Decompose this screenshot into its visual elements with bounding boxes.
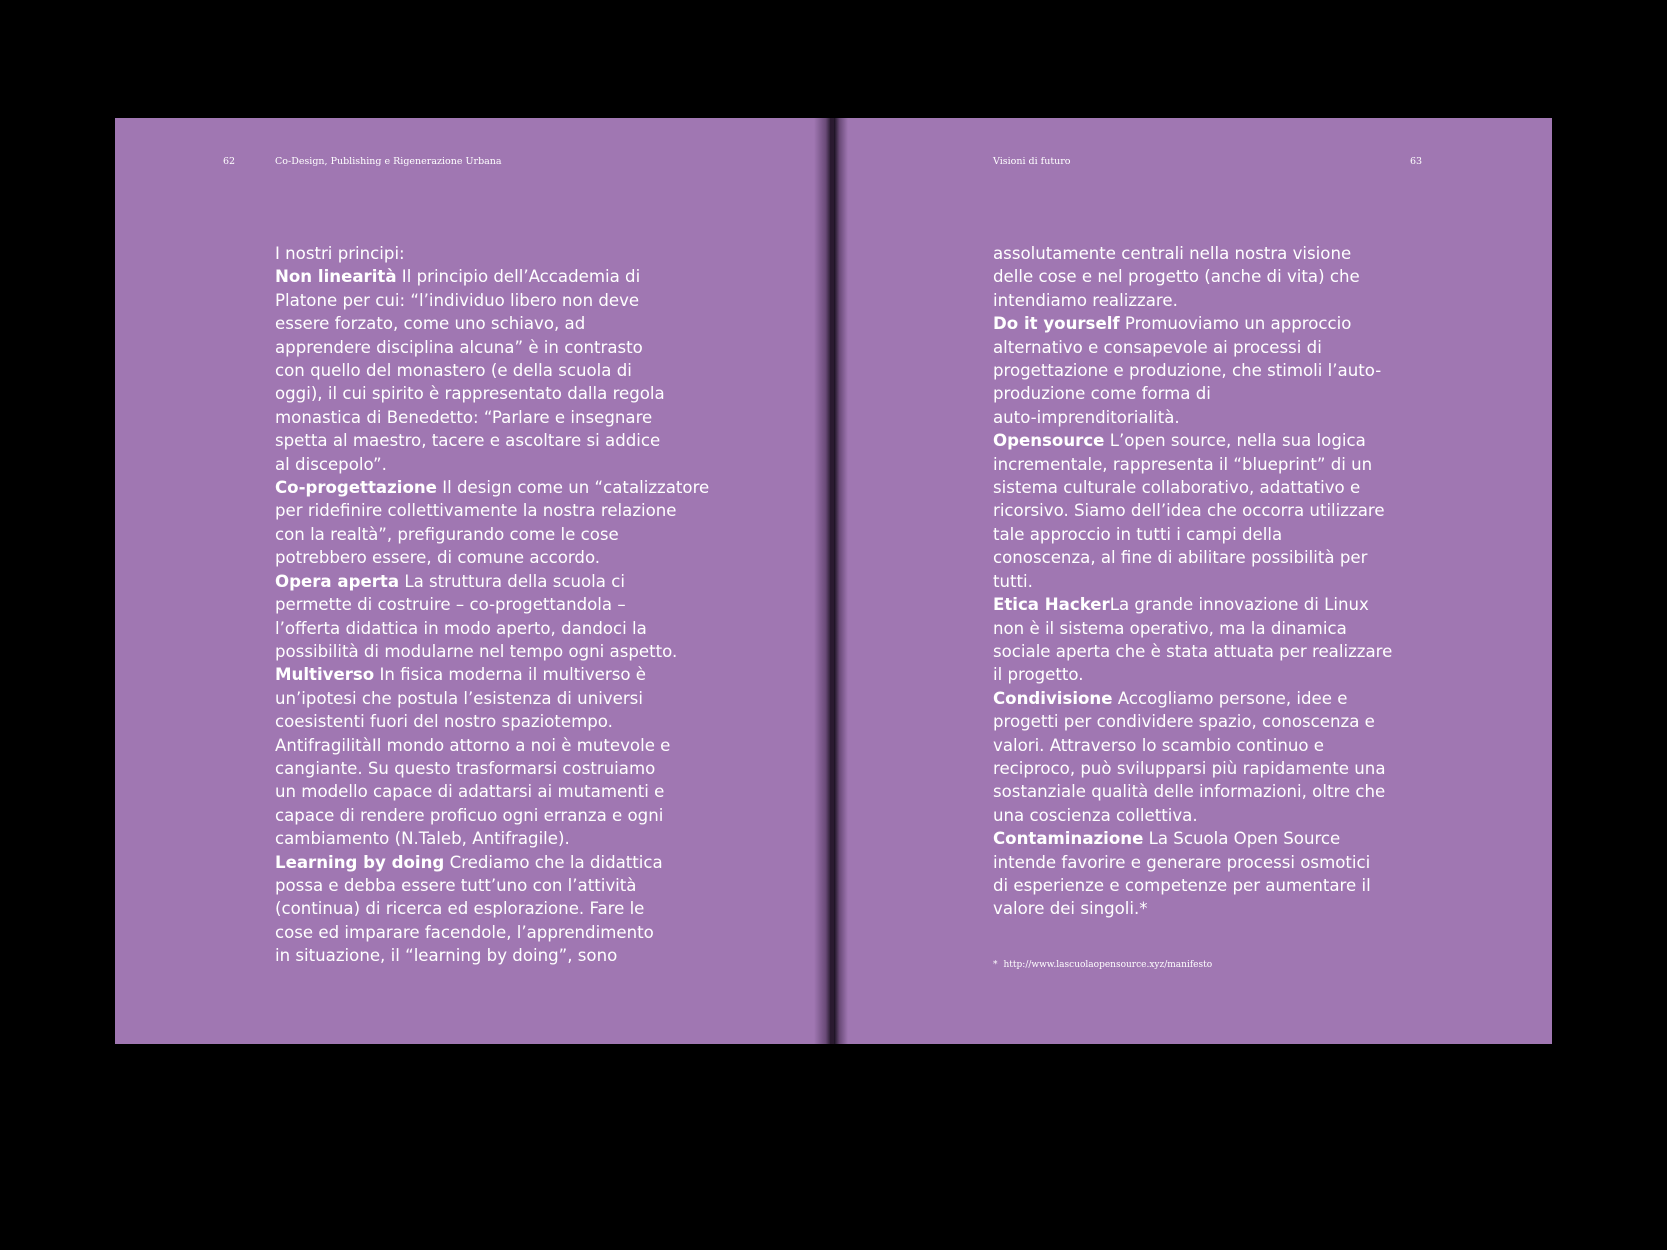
line-text: per ridefinire collettivamente la nostra relazione [275, 501, 677, 521]
text-line [275, 710, 709, 733]
line-text: con quello del monastero (e della scuola di [275, 361, 632, 381]
line-text: Crediamo che la didattica [444, 852, 663, 872]
running-title: Co-Design, Publishing e Rigenerazione Urbana [275, 156, 502, 167]
line-text: alternativo e consapevole ai processi di [993, 337, 1322, 357]
footnote [993, 960, 1212, 970]
text-line [275, 663, 709, 686]
text-line [275, 687, 709, 710]
running-title: Visioni di futuro [993, 156, 1071, 167]
text-line [993, 289, 1392, 312]
principle-heading: Co-progettazione [275, 478, 437, 498]
right-page [834, 118, 1552, 1044]
text-line [275, 780, 709, 803]
line-text: La struttura della scuola ci [399, 571, 625, 591]
line-text: cose ed imparare facendole, l’apprendimento [275, 922, 654, 942]
principle-heading: Multiverso [275, 665, 375, 685]
text-line [993, 897, 1392, 920]
line-text: reciproco, può svilupparsi più rapidamente una [993, 758, 1386, 778]
line-text: monastica di Benedetto: “Parlare e insegnare [275, 407, 653, 427]
line-text: incrementale, rappresenta il “blueprint” di un [993, 454, 1373, 474]
line-text: AntifragilitàIl mondo attorno a noi è mutevole e [275, 735, 671, 755]
text-line [993, 453, 1392, 476]
text-line [275, 874, 709, 897]
text-line [993, 827, 1392, 850]
text-line [993, 242, 1392, 265]
line-text: produzione come forma di [993, 384, 1211, 404]
text-line [993, 757, 1392, 780]
line-text: auto-imprenditorialità. [993, 407, 1180, 427]
text-line [993, 265, 1392, 288]
line-text: Platone per cui: “l’individuo libero non deve [275, 290, 640, 310]
line-text: possa e debba essere tutt’uno con l’attività [275, 875, 637, 895]
text-line [275, 804, 709, 827]
line-text: intende favorire e generare processi osmotici [993, 852, 1371, 872]
text-line [993, 359, 1392, 382]
text-line [993, 499, 1392, 522]
line-text: di esperienze e competenze per aumentare il [993, 875, 1371, 895]
line-text: I nostri principi: [275, 244, 405, 263]
text-line [993, 663, 1392, 686]
line-text: Promuoviamo un approccio [1119, 314, 1352, 334]
text-line [993, 476, 1392, 499]
page-number: 62 [223, 156, 236, 167]
line-text: apprendere disciplina alcuna” è in contrasto [275, 337, 643, 357]
principle-heading: Non linearità [275, 267, 397, 287]
line-text: un modello capace di adattarsi ai mutamenti e [275, 782, 665, 802]
text-line [275, 921, 709, 944]
principle-heading: Condivisione [993, 688, 1113, 708]
line-text: cambiamento (N.Taleb, Antifragile). [275, 829, 570, 849]
line-text: sociale aperta che è stata attuata per realizzare [993, 641, 1393, 661]
text-line [993, 593, 1392, 616]
line-text: La grande innovazione di Linux [1109, 595, 1369, 615]
text-line [993, 804, 1392, 827]
principle-heading: Learning by doing [275, 852, 445, 872]
text-line [275, 851, 709, 874]
line-text: tutti. [993, 571, 1033, 591]
footnote-url: http://www.lascuolaopensource.xyz/manifesto [1003, 960, 1213, 970]
line-text: L’open source, nella sua logica [1104, 431, 1366, 451]
line-text: progetti per condividere spazio, conoscenza e [993, 712, 1375, 732]
principle-heading: Opensource [993, 431, 1105, 451]
text-line [993, 312, 1392, 335]
line-text: Il design come un “catalizzatore [436, 478, 710, 498]
line-text: permette di costruire – co-progettandola – [275, 595, 626, 615]
line-text: intendiamo realizzare. [993, 290, 1178, 310]
line-text: possibilità di modularne nel tempo ogni aspetto. [275, 641, 678, 661]
line-text: spetta al maestro, tacere e ascoltare si addice [275, 431, 661, 451]
text-line [993, 851, 1392, 874]
body-text [993, 242, 1392, 921]
page-number: 63 [1410, 156, 1423, 167]
text-line [993, 406, 1392, 429]
footnote-mark: * [993, 960, 998, 970]
line-text: coesistenti fuori del nostro spaziotempo. [275, 712, 613, 732]
text-line [275, 312, 709, 335]
line-text: non è il sistema operativo, ma la dinamica [993, 618, 1347, 638]
line-text: valore dei singoli.* [993, 899, 1148, 919]
text-line [275, 336, 709, 359]
text-line [275, 734, 709, 757]
line-text: sistema culturale collaborativo, adattativo e [993, 478, 1361, 498]
text-line [275, 265, 709, 288]
line-text: ricorsivo. Siamo dell’idea che occorra utilizzare [993, 501, 1385, 521]
text-line [275, 499, 709, 522]
text-line [993, 710, 1392, 733]
line-text: capace di rendere proficuo ogni erranza e ogni [275, 805, 664, 825]
text-line [275, 757, 709, 780]
text-line [993, 523, 1392, 546]
line-text: una coscienza collettiva. [993, 805, 1198, 825]
line-text: (continua) di ricerca ed esplorazione. Fare le [275, 899, 645, 919]
text-line [993, 382, 1392, 405]
line-text: l’offerta didattica in modo aperto, dandoci la [275, 618, 647, 638]
text-line [275, 242, 709, 265]
text-line [275, 617, 709, 640]
text-line [275, 546, 709, 569]
text-line [275, 429, 709, 452]
principle-heading: Contaminazione [993, 829, 1144, 849]
text-line [993, 336, 1392, 359]
text-line [275, 570, 709, 593]
text-line [275, 476, 709, 499]
line-text: delle cose e nel progetto (anche di vita) che [993, 267, 1360, 287]
text-line [275, 827, 709, 850]
line-text: in situazione, il “learning by doing”, sono [275, 946, 618, 966]
text-line [993, 640, 1392, 663]
text-line [275, 944, 709, 967]
line-text: il progetto. [993, 665, 1084, 685]
text-line [275, 640, 709, 663]
text-line [993, 780, 1392, 803]
line-text: La Scuola Open Source [1143, 829, 1341, 849]
line-text: al discepolo”. [275, 454, 387, 474]
line-text: progettazione e produzione, che stimoli l’auto- [993, 361, 1382, 381]
line-text: oggi), il cui spirito è rappresentato dalla regola [275, 384, 665, 404]
text-line [993, 429, 1392, 452]
line-text: cangiante. Su questo trasformarsi costruiamo [275, 758, 656, 778]
text-line [275, 523, 709, 546]
line-text: In fisica moderna il multiverso è [374, 665, 646, 685]
text-line [993, 734, 1392, 757]
text-line [993, 874, 1392, 897]
line-text: Accogliamo persone, idee e [1112, 688, 1348, 708]
principle-heading: Opera aperta [275, 571, 400, 591]
principle-heading: Etica Hacker [993, 595, 1110, 615]
line-text: un’ipotesi che postula l’esistenza di universi [275, 688, 643, 708]
line-text: valori. Attraverso lo scambio continuo e [993, 735, 1325, 755]
text-line [275, 289, 709, 312]
body-text [275, 242, 709, 968]
text-line [275, 382, 709, 405]
text-line [275, 593, 709, 616]
line-text: Il principio dell’Accademia di [396, 267, 641, 287]
line-text: con la realtà”, prefigurando come le cose [275, 524, 619, 544]
line-text: tale approccio in tutti i campi della [993, 524, 1283, 544]
text-line [275, 453, 709, 476]
text-line [275, 359, 709, 382]
line-text: potrebbero essere, di comune accordo. [275, 548, 601, 568]
text-line [993, 570, 1392, 593]
principle-heading: Do it yourself [993, 314, 1120, 334]
line-text: conoscenza, al fine di abilitare possibilità per [993, 548, 1368, 568]
line-text: essere forzato, come uno schiavo, ad [275, 314, 586, 334]
text-line [275, 897, 709, 920]
text-line [993, 617, 1392, 640]
gutter-shadow [834, 118, 848, 1044]
line-text: sostanziale qualità delle informazioni, oltre che [993, 782, 1386, 802]
book-spread [115, 118, 1552, 1044]
text-line [275, 406, 709, 429]
line-text: assolutamente centrali nella nostra visione [993, 244, 1352, 263]
text-line [993, 546, 1392, 569]
left-page [115, 118, 832, 1044]
text-line [993, 687, 1392, 710]
